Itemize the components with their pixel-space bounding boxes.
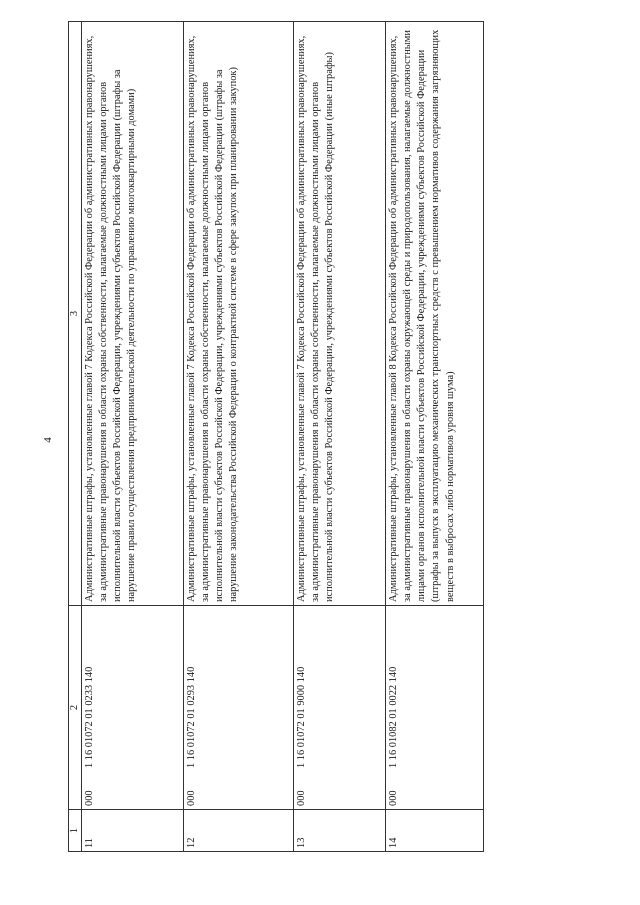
description-cell: Административные штрафы, установленные главой 8 Кодекса Российской Федерации об административных правонарушениях, за административные правонарушения в области охраны окружающей среды и природопользования, налагаемые должностными лицами органов исполнительной власти субъектов Российской Федерации, учреждениями субъектов Российской Федерации (штрафы за выпуск в эксплуатацию механических транспортных средств с превышением нормативов содержания загрязняющих веществ в выбросах либо нормативов уровня шума) — [386, 22, 484, 606]
column-header-2: 2 — [69, 606, 82, 810]
description-cell: Административные штрафы, установленные главой 7 Кодекса Российской Федерации об административных правонарушениях, за административные правонарушения в области охраны собственности, налагаемые должностными лицами органов исполнительной власти субъектов Российской Федерации, учреждениями субъектов Российской Федерации (иные штрафы) — [294, 22, 386, 606]
row-number: 11 — [82, 810, 184, 852]
budget-classification-code: 1 16 01072 01 0293 140 — [186, 666, 197, 768]
table-header-row — [69, 22, 82, 852]
description-cell: Административные штрафы, установленные главой 7 Кодекса Российской Федерации об административных правонарушениях, за административные правонарушения в области охраны собственности, налагаемые должностными лицами органов исполнительной власти субъектов Российской Федерации, учреждениями субъектов Российской Федерации (штрафы за нарушение законодательства Российской Федерации о контрактной системе в сфере закупок при планировании закупок) — [184, 22, 294, 606]
row-number: 14 — [386, 810, 484, 852]
code-cell — [82, 606, 184, 810]
budget-classification-code: 1 16 01072 01 0233 140 — [84, 666, 95, 768]
administrator-code: 000 — [388, 790, 399, 806]
row-number: 13 — [294, 810, 386, 852]
column-header-3: 3 — [69, 22, 82, 606]
row-number: 12 — [184, 810, 294, 852]
table-row — [294, 22, 386, 852]
column-header-1: 1 — [69, 810, 82, 852]
budget-classification-code: 1 16 01072 01 9000 140 — [296, 666, 307, 768]
table-row — [82, 22, 184, 852]
budget-classification-code: 1 16 01082 01 0022 140 — [388, 666, 399, 768]
rotated-sheet — [68, 22, 484, 852]
administrator-code: 000 — [84, 790, 95, 806]
code-cell — [294, 606, 386, 810]
table-row — [386, 22, 484, 852]
revenue-codes-table — [68, 21, 484, 852]
description-cell: Административные штрафы, установленные главой 7 Кодекса Российской Федерации об административных правонарушениях, за административные правонарушения в области охраны собственности, налагаемые должностными лицами органов исполнительной власти субъектов Российской Федерации, учреждениями субъектов Российской Федерации (штрафы за нарушение правил осуществления предпринимательской деятельности по управлению многоквартирными домами) — [82, 22, 184, 606]
administrator-code: 000 — [186, 790, 197, 806]
code-cell — [386, 606, 484, 810]
page-number: 4 — [42, 437, 54, 443]
administrator-code: 000 — [296, 790, 307, 806]
code-cell — [184, 606, 294, 810]
table-row — [184, 22, 294, 852]
document-page — [68, 22, 484, 852]
